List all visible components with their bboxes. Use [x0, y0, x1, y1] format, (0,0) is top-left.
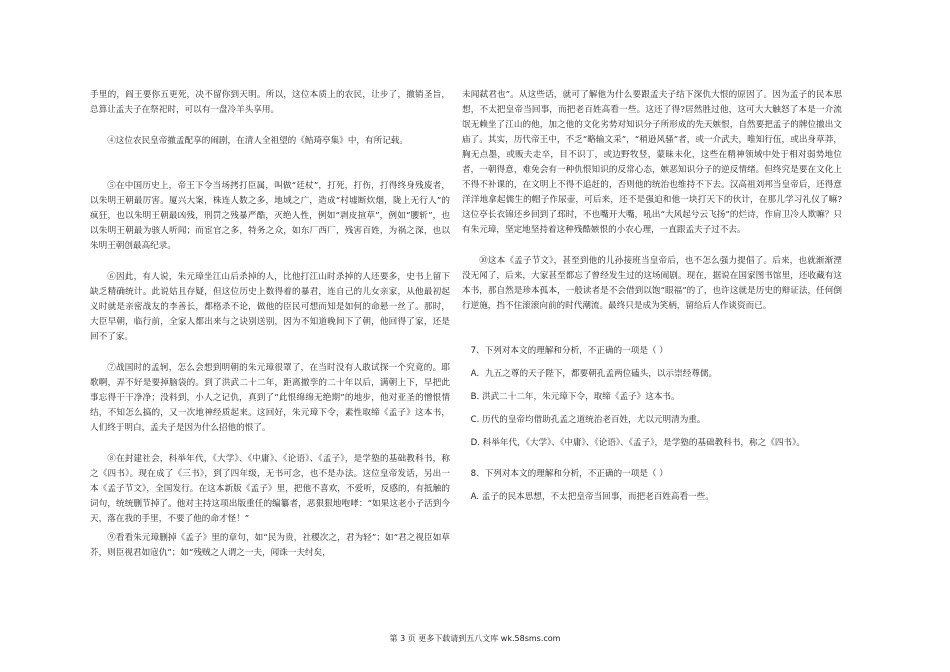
paragraph-4: ④这位农民皇帝撤孟配享的闹剧，在清人全祖望的《鲒琦亭集》中，有所记载。	[107, 136, 408, 146]
option-a: A. 孟子的民本思想，不太把皇帝当回事，而把老百姓高看一些。	[470, 492, 714, 502]
option-d: D. 科举年代，《大学》、《中庸》、《论语》、《孟子》，是学塾的基础教科书，称之《四书》。	[470, 438, 805, 448]
paragraph-continuation: 手里的，阎王要你五更死，决不留你到天明。所以，这位本质上的农民，让步了，撤销圣旨，总算让孟夫子在祭祀时，可以有一盘冷羊头享用。	[90, 90, 450, 115]
paragraph-9-continuation: 未闻弑君也”。从这些话，就可了解他为什么要跟孟夫子结下深仇大恨的原因了。因为孟子的民本思想，不太把皇帝当回事，而把老百姓高看一些。这还了得?居然胜过他，这可大大触怒了本是一介流氓无赖坐了江山的他，加之他的文化劣势对知识分子所形成的先天嫉恨，自然要把孟子的牌位撤出文庙了。其实，历代帝王中，不乏“略输文采”，“稍逊风骚”者，或一介武夫，唯知行伍，或出身草莽，胸无点墨，或贩夫走卒，目不识丁，或边野牧竖，蒙昧未化，这些在精神领域中处于相对弱势地位者，一朝得意，难免会有一种仇恨知识的反常心态，嫉恶知识分子的逆反情绪。但终究是要在文化上不得不补课的，在文明上不得不追赶的，否则他的统治也维持不下去。汉高祖刘邦当皇帝后，还得意洋洋地拿起儒生的帽子作尿壶，可后来，还不是强迫和他一块打天下的伙计，在那儿学习礼仪了嘛?这位亭长衣锦还乡回到了邳时，不也嘴开大嘴，吼出“大风起兮云飞扬”的烂诗，作肩卫冷人欺嘛？只有朱元璋，坚定地坚持着这种残酷嫉恨的小农心理，一直跟孟夫子过不去。	[462, 90, 842, 235]
option-a: A．九五之尊的天子陛下，都要朝孔孟两位磕头，以示崇经尊儒。	[470, 369, 718, 379]
paragraph-9: ⑨看看朱元璋删掉《孟子》里的章句，如“民为贵，社稷次之，君为轻”；如“君之视臣如草芥，则臣视君如寇仇”；如“残贼之人谓之一夫，闻诛一夫纣矣，	[90, 533, 450, 558]
page-footer: 第 3 页 更多下载请到五八文库 wk.58sms.com	[389, 634, 561, 643]
option-c: C. 历代的皇帝均借助孔孟之道统治老百姓，尤以元明清为重。	[470, 415, 706, 425]
question-stem: 8、下列对本文的理解和分析，不正确的一项是（ ）	[470, 469, 668, 479]
paragraph-10: ⑩这本《孟子节文》，甚至到他的儿孙接班当皇帝后，也不怎么强力提倡了。后来，也就渐渐湮没无闻了，后来，大家甚至都忘了曾经发生过的这场闹剧。现在，据说在国家图书馆里，还收藏有这本书，那自然是珍本孤本，一般读者是不会借到以饱“眼福”的了，也许这就是历史的辩证法，任何倒行逆施，挡不住滚滚向前的时代潮流。最终只是成为笑柄，留给后人作谈资而已。	[462, 256, 842, 311]
paragraph-7: ⑦战国时的孟轲，怎么会想到明朝的朱元璋很罩了，在当时没有人敢试探一个究竟的。耶歌啊，弄不好是要掉脑袋的。到了洪武二十二年，距离撤孪的二十年以后，满朝上下，早把此事忘得干干净净；没料到，小人之记仇，真到了“此恨绵绵无绝期”的地步，他对亚圣的憎恨情结，不知怎么搞的，又一次地神经质起来。这回好，朱元璋下令，素性取缔《孟子》这本书，人们终于明白，孟夫子是因为什么招他的恨了。	[90, 363, 450, 433]
paragraph-8: ⑧在封建社会，科举年代，《大学》、《中庸》、《论语》、《孟子》，是学塾的基础教科书，称之《四书》。现在成了《三书》，到了四年级，无书可念，也不是办法。这位皇帝发话，另出一本《孟子节文》，全国发行。在这本新版《孟子》里，把他不喜欢，不爱听，反感的，有抵触的词句，统统删节掉了。他对主持这项出版重任的编纂者，恶狠狠地咆哮：“如果这老小子活到今天，落在我的手里，不要了他的命才怪！”	[90, 454, 450, 524]
left-column	[90, 88, 450, 561]
question-stem: 7、下列对本文的理解和分析，不正确的一项是（ ）	[470, 346, 668, 356]
paragraph-5: ⑤在中国历史上，帝王下令当场拷打臣属，叫做“廷杖”，打死，打伤，打得终身残废者，以朱明王朝最厉害。厦兴大案，株连人数之多，地域之广，造成“村墟断炊烟，陇上无行人”的疯狂，也以朱明王朝最凶残，刑罚之残暴严酷，灭绝人性，例如“剥皮揎草”，例如“腰斩”，也以朱明王朝最为骇人听闻；而宦官之多，特务之众，如东厂西厂，残害百姓，为祸之深，也以朱明王朝创最高纪录。	[90, 181, 450, 251]
option-b: B. 洪武二十二年，朱元璋下令，取缔《孟子》这本书。	[470, 392, 680, 402]
question-8	[462, 467, 842, 505]
question-7	[462, 344, 842, 451]
right-column	[462, 88, 842, 505]
paragraph-6: ⑥因此，有人说，朱元璋坐江山后杀掉的人，比他打江山时杀掉的人还要多，史书上留下缺乏精确统计。此说姑且存疑，但这位历史上数得着的暴君，连自己的儿女亲家，从他最初起义时就是亲密战友的李善长，都格杀不论，做他的臣民可想而知是如何的命悬一丝了。那时，大臣早朝，临行前，全家人都出来与之诀别送别，因为不知道晚间下了朝，他回得了家，还是回不了家。	[90, 272, 450, 342]
